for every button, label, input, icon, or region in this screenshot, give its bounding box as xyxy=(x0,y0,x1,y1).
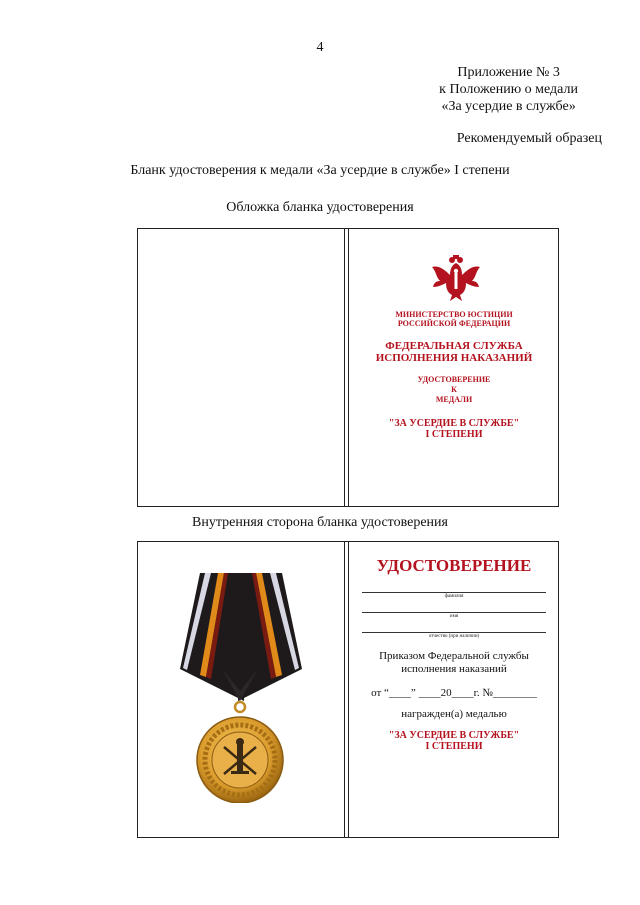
patronymic-caption: отчество (при наличии) xyxy=(428,634,480,639)
blank-title: Бланк удостоверения к медали «За усердие в службе» I степени xyxy=(130,163,510,178)
service-line: ИСПОЛНЕНИЯ НАКАЗАНИЙ xyxy=(375,352,533,364)
cover-section-title: Обложка бланка удостоверения xyxy=(226,200,414,215)
medal-with-ribbon-image xyxy=(178,573,303,803)
patronymic-line xyxy=(362,632,546,633)
appendix-line: Приложение № 3 xyxy=(457,65,560,80)
cover-cert-line: УДОСТОВЕРЕНИЕ xyxy=(417,375,491,384)
awarded-text: награжден(а) медалью xyxy=(401,708,507,720)
appendix-line: к Положению о медали xyxy=(439,82,578,97)
inner-spine-line xyxy=(344,541,345,838)
ministry-title xyxy=(349,310,559,328)
medal-degree-line: I СТЕПЕНИ xyxy=(425,741,483,752)
cover-spine-line xyxy=(348,228,349,507)
cover-medal-name xyxy=(349,418,559,440)
cover-certificate-title xyxy=(349,375,559,405)
appendix-line: «За усердие в службе» xyxy=(441,99,576,114)
double-headed-eagle-emblem-icon xyxy=(428,251,484,307)
surname-caption: фамилия xyxy=(444,594,464,599)
ministry-line: РОССИЙСКОЙ ФЕДЕРАЦИИ xyxy=(397,319,511,328)
surname-line xyxy=(362,592,546,593)
order-date-line: от “____” ____20____г. №________ xyxy=(371,687,537,699)
appendix-header xyxy=(439,64,578,115)
inner-medal-name xyxy=(349,730,559,752)
service-title xyxy=(349,340,559,364)
order-line: исполнения наказаний xyxy=(401,663,507,675)
medal-name-line: "ЗА УСЕРДИЕ В СЛУЖБЕ" xyxy=(388,730,520,741)
cover-cert-line: К xyxy=(451,385,457,394)
page-number: 4 xyxy=(316,40,324,55)
medal-name-line: "ЗА УСЕРДИЕ В СЛУЖБЕ" xyxy=(388,418,520,429)
cover-spine-line xyxy=(344,228,345,507)
order-line: Приказом Федеральной службы xyxy=(379,650,529,662)
name-caption: имя xyxy=(449,614,459,619)
medal-degree-line: I СТЕПЕНИ xyxy=(425,429,483,440)
recommended-sample-label: Рекомендуемый образец xyxy=(456,131,602,146)
name-line xyxy=(362,612,546,613)
inner-section-title: Внутренняя сторона бланка удостоверения xyxy=(192,515,448,530)
service-line: ФЕДЕРАЛЬНАЯ СЛУЖБА xyxy=(385,340,523,352)
order-text xyxy=(349,650,559,676)
ministry-line: МИНИСТЕРСТВО ЮСТИЦИИ xyxy=(395,310,513,319)
certificate-heading: УДОСТОВЕРЕНИЕ xyxy=(376,556,532,575)
cover-cert-line: МЕДАЛИ xyxy=(435,395,473,404)
